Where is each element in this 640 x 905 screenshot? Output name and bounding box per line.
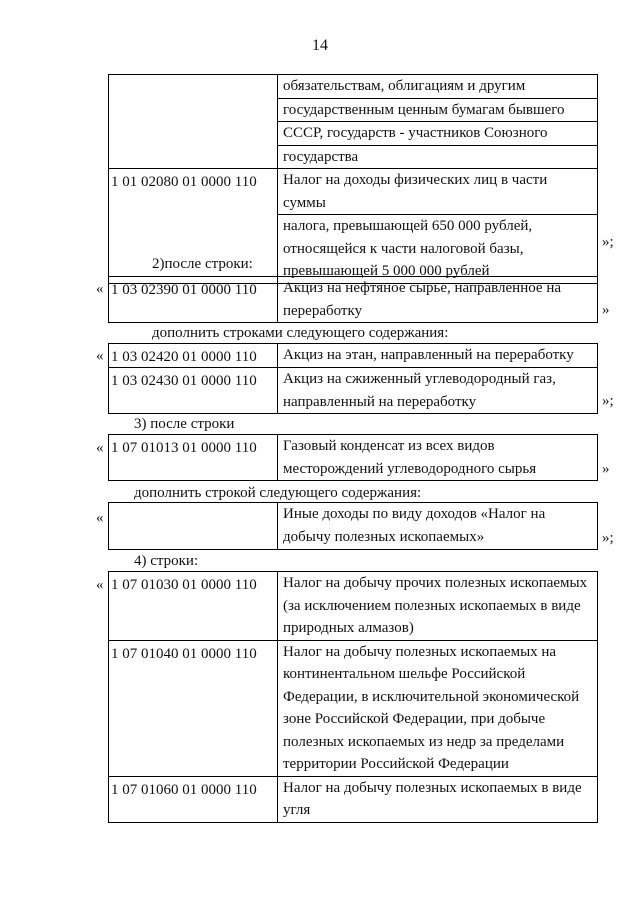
table-row [109, 368, 598, 414]
description-cell [278, 640, 598, 776]
code-cell: 1 07 01030 01 0000 110 [109, 572, 278, 641]
table-after-row-1 [108, 276, 598, 323]
desc-line: месторождений углеводородного сырья [283, 460, 537, 477]
table-after-row-2 [108, 434, 598, 481]
instruction: 4) строки: [134, 553, 199, 569]
code-cell [109, 503, 278, 550]
description-cell [278, 435, 598, 481]
desc-line: зоне Российской Федерации, при добыче [283, 711, 546, 727]
description-cell [278, 169, 598, 284]
table-row [109, 503, 598, 550]
table-row [109, 344, 598, 368]
code-cell: 1 03 02420 01 0000 110 [109, 344, 278, 368]
code-cell: 1 01 02080 01 0000 110 [109, 169, 278, 284]
desc-line: полезных ископаемых из недр за пределами [283, 733, 565, 750]
desc-line: (за исключением полезных ископаемых в виде [283, 597, 581, 614]
table-row [109, 277, 598, 323]
desc-line: государства [283, 148, 359, 165]
desc-line: Акциз на этан, направленный на переработку [283, 347, 574, 363]
description-cell [278, 572, 598, 641]
code-cell: 1 07 01013 01 0000 110 [109, 435, 278, 481]
desc-line: континентальном шельфе Российской [283, 666, 526, 682]
desc-line: Налог на доходы физических лиц в части суммы [278, 169, 597, 215]
table-add-row-2 [108, 502, 598, 550]
code-cell: 1 03 02390 01 0000 110 [109, 277, 278, 323]
desc-line: Иные доходы по виду доходов «Налог на [283, 506, 546, 522]
description-cell [278, 344, 598, 368]
desc-line: Акциз на сжиженный углеводородный газ, [283, 371, 556, 387]
desc-line: Налог на добычу полезных ископаемых в виде [283, 779, 582, 796]
desc-line: природных алмазов) [283, 620, 414, 636]
instruction: 2)после строки: [152, 256, 253, 272]
description-cell [278, 277, 598, 323]
table-row [109, 776, 598, 822]
desc-line: Акциз на нефтяное сырье, направленное на [283, 280, 562, 296]
desc-line: государственным ценным бумагам бывшего [278, 99, 597, 123]
table-add-rows-1 [108, 343, 598, 414]
desc-line: угля [283, 802, 311, 818]
code-cell: 1 07 01060 01 0000 110 [109, 776, 278, 822]
desc-line: Газовый конденсат из всех видов [283, 438, 495, 454]
desc-line: обязательствам, облигациям и другим [278, 75, 597, 99]
desc-line: превышающей 5 000 000 рублей [283, 263, 490, 279]
close-quote: »; [602, 530, 614, 546]
table-row [109, 640, 598, 776]
desc-line: Федерации, в исключительной экономической [283, 688, 580, 705]
desc-line: направленный на переработку [283, 393, 477, 410]
close-quote: »; [602, 393, 614, 409]
code-cell [109, 75, 278, 169]
description-cell [278, 503, 598, 550]
page-number: 14 [312, 37, 328, 54]
open-quote: « [96, 281, 104, 297]
table-row [109, 435, 598, 481]
description-cell [278, 368, 598, 414]
code-cell: 1 03 02430 01 0000 110 [109, 368, 278, 414]
instruction: дополнить строкой следующего содержания: [134, 485, 422, 501]
code-cell: 1 07 01040 01 0000 110 [109, 640, 278, 776]
desc-line: переработку [283, 302, 363, 319]
open-quote: « [96, 348, 104, 364]
description-cell [278, 776, 598, 822]
table-top [108, 74, 598, 284]
open-quote: « [96, 440, 104, 456]
instruction: дополнить строками следующего содержания: [152, 325, 449, 341]
open-quote: « [96, 577, 104, 593]
close-quote: » [602, 461, 610, 477]
desc-line: Налог на добычу полезных ископаемых на [283, 643, 557, 660]
table-rows-4 [108, 571, 598, 823]
instruction: 3) после строки [134, 416, 235, 432]
open-quote: « [96, 510, 104, 526]
desc-line: относящейся к части налоговой базы, [283, 240, 524, 257]
table-row [109, 75, 598, 169]
close-quote: » [602, 302, 610, 318]
description-cell [278, 75, 598, 169]
table-row [109, 572, 598, 641]
desc-line: добычу полезных ископаемых» [283, 528, 485, 545]
desc-line: территории Российской Федерации [283, 756, 509, 772]
desc-line: налога, превышающей 650 000 рублей, [283, 218, 533, 234]
desc-line: Налог на добычу прочих полезных ископаемых [283, 575, 588, 591]
desc-line: СССР, государств - участников Союзного [278, 122, 597, 146]
close-quote: »; [602, 234, 614, 250]
